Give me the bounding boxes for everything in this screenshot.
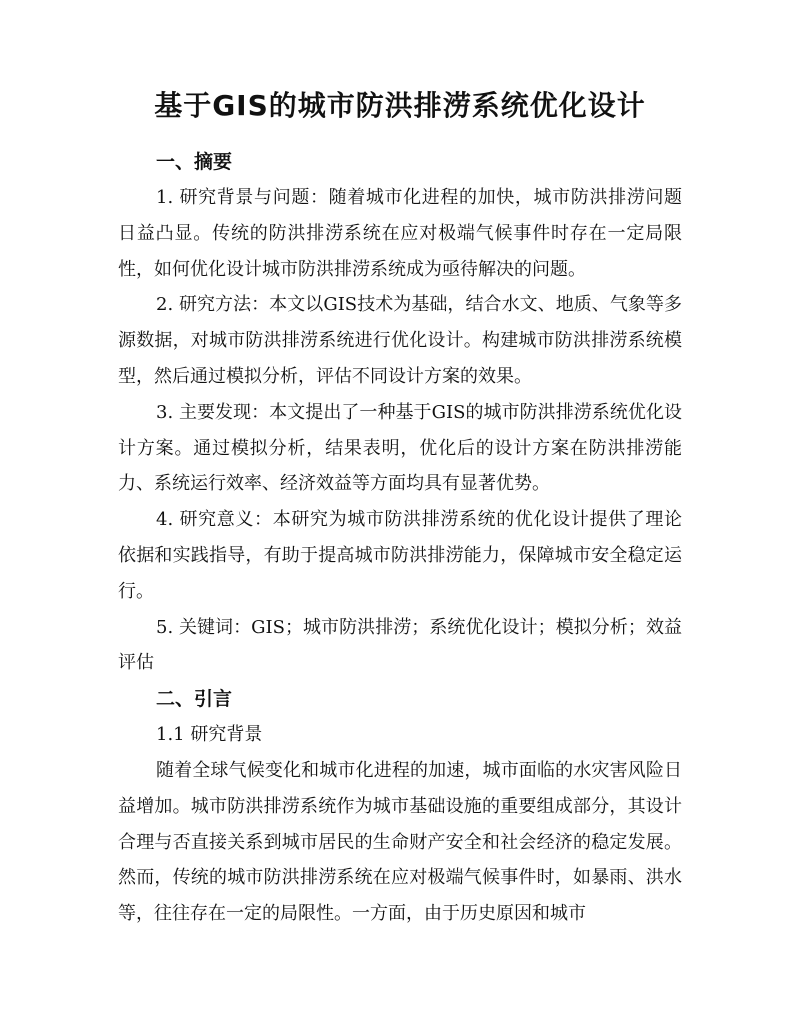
abstract-item-findings: 3. 主要发现：本文提出了一种基于GIS的城市防洪排涝系统优化设计方案。通过模拟分析，结果表明，优化后的设计方案在防洪排涝能力、系统运行效率、经济效益等方面均具有显著优势。: [118, 401, 682, 495]
section-heading-abstract: 一、摘要: [156, 151, 233, 173]
abstract-item-background: 1. 研究背景与问题：随着城市化进程的加快，城市防洪排涝问题日益凸显。传统的防洪排涝系统在应对极端气候事件时存在一定局限性，如何优化设计城市防洪排涝系统成为亟待解决的问题。: [118, 187, 682, 280]
abstract-item-method: 2. 研究方法：本文以GIS技术为基础，结合水文、地质、气象等多源数据，对城市防洪排涝系统进行优化设计。构建城市防洪排涝系统模型，然后通过模拟分析，评估不同设计方案的效果。: [118, 294, 682, 387]
document-title: 基于GIS的城市防洪排涝系统优化设计: [154, 89, 646, 122]
abstract-item-significance: 4. 研究意义：本研究为城市防洪排涝系统的优化设计提供了理论依据和实践指导，有助于提高城市防洪排涝能力，保障城市安全稳定运行。: [118, 509, 682, 602]
document-body: [118, 144, 682, 932]
subsection-heading-research-background: 1.1 研究背景: [156, 724, 263, 746]
abstract-item-keywords: 5. 关键词：GIS；城市防洪排涝；系统优化设计；模拟分析；效益评估: [118, 616, 682, 674]
introduction-paragraph: 随着全球气候变化和城市化进程的加速，城市面临的水灾害风险日益增加。城市防洪排涝系统作为城市基础设施的重要组成部分，其设计合理与否直接关系到城市居民的生命财产安全和社会经济的稳定发展。然而，传统的城市防洪排涝系统在应对极端气候事件时，如暴雨、洪水等，往往存在一定的局限性。一方面，由于历史原因和城市: [118, 759, 682, 925]
section-heading-introduction: 二、引言: [156, 688, 233, 711]
